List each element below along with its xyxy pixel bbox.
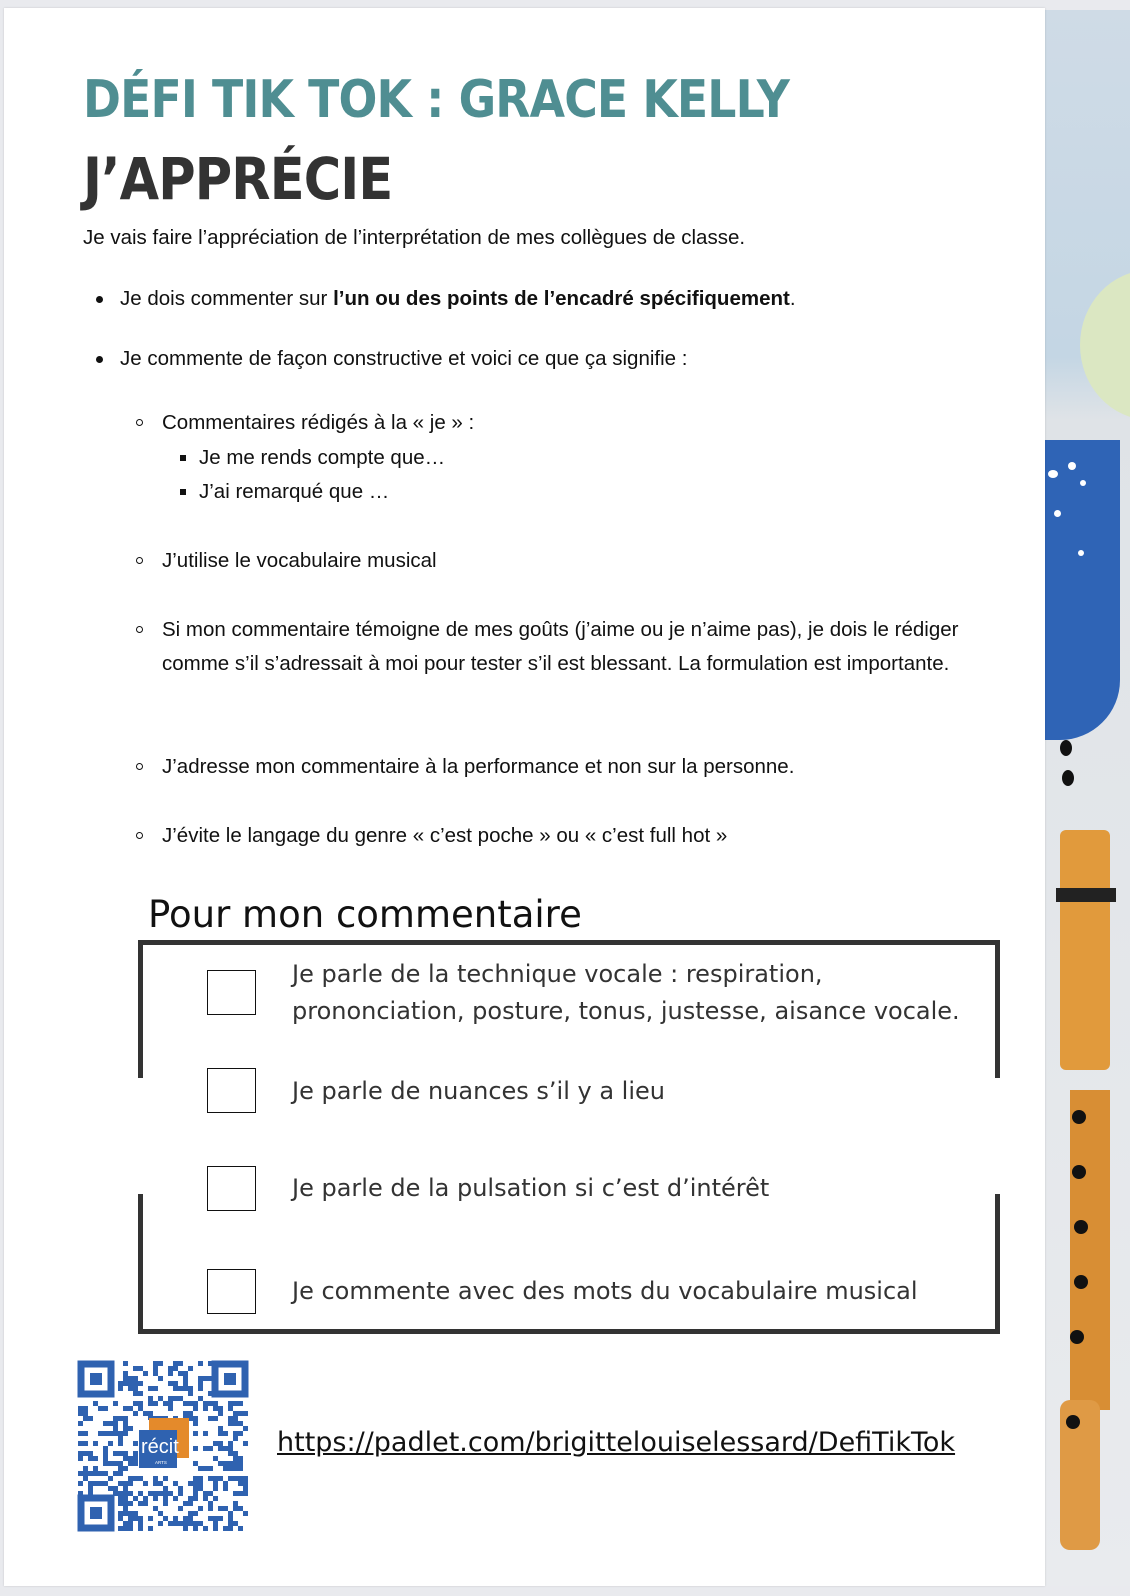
checklist-label: Je parle de la technique vocale : respiration, prononciation, posture, tonus, justesse, aisance vocale. — [292, 960, 960, 1025]
bullet-bold-text: l’un ou des points de l’encadré spécifiquement — [333, 287, 790, 310]
sub-item-text: J’utilise le vocabulaire musical — [162, 549, 437, 572]
checklist-label: Je commente avec des mots du vocabulaire musical — [292, 1277, 918, 1305]
circle-bullet-icon — [136, 419, 143, 426]
bullet-dot-icon — [96, 296, 103, 303]
sub-sub-list-item — [184, 475, 389, 509]
circle-bullet-icon — [136, 763, 143, 770]
checkbox-vocal-technique[interactable] — [207, 970, 256, 1015]
circle-bullet-icon — [136, 832, 143, 839]
checklist-label: Je parle de la pulsation si c’est d’intérêt — [292, 1174, 770, 1202]
bullet-dot-icon — [96, 356, 103, 363]
page-title: DÉFI TIK TOK : GRACE KELLY — [83, 70, 789, 130]
checkbox-vocabulary[interactable] — [207, 1269, 256, 1314]
square-bullet-icon — [180, 489, 186, 495]
padlet-link[interactable]: https://padlet.com/brigittelouiselessard/DefiTikTok — [277, 1427, 956, 1458]
sub-item-text: Commentaires rédigés à la « je » : — [162, 411, 475, 434]
intro-text: Je vais faire l’appréciation de l’interprétation de mes collègues de classe. — [83, 226, 746, 249]
bullet-text-suffix: . — [789, 287, 796, 310]
bullet-text: Je commente de façon constructive et voici ce que ça signifie : — [120, 347, 688, 370]
qr-code[interactable] — [77, 1360, 249, 1532]
checklist-frame-bottom — [138, 1194, 1000, 1334]
sub-item-text: J’adresse mon commentaire à la performance et non sur la personne. — [162, 755, 795, 778]
sub-sub-list-item — [184, 441, 445, 475]
qr-logo-text: récit — [141, 1436, 179, 1458]
checkbox-pulsation[interactable] — [207, 1166, 256, 1211]
sub-item-text: Si mon commentaire témoigne de mes goûts (j’aime ou je n’aime pas), je dois le rédiger comme s’il s’adressait à moi pour tester s’il est blessant. La formulation est importante. — [162, 618, 959, 675]
sub-sub-item-text: J’ai remarqué que … — [199, 480, 390, 503]
circle-bullet-icon — [136, 557, 143, 564]
sub-item-text: J’évite le langage du genre « c’est poche » ou « c’est full hot » — [162, 824, 728, 847]
sub-sub-item-text: Je me rends compte que… — [199, 446, 446, 469]
qr-logo-subtext: ARTS — [155, 1460, 167, 1465]
decorative-illustration — [1040, 10, 1130, 1586]
circle-bullet-icon — [136, 626, 143, 633]
checklist-label: Je parle de nuances s’il y a lieu — [292, 1077, 665, 1105]
square-bullet-icon — [180, 455, 186, 461]
comment-section-heading: Pour mon commentaire — [148, 893, 582, 936]
bullet-text: Je dois commenter sur — [120, 287, 334, 310]
checkbox-nuances[interactable] — [207, 1068, 256, 1113]
page-subtitle: J’APPRÉCIE — [83, 145, 393, 213]
